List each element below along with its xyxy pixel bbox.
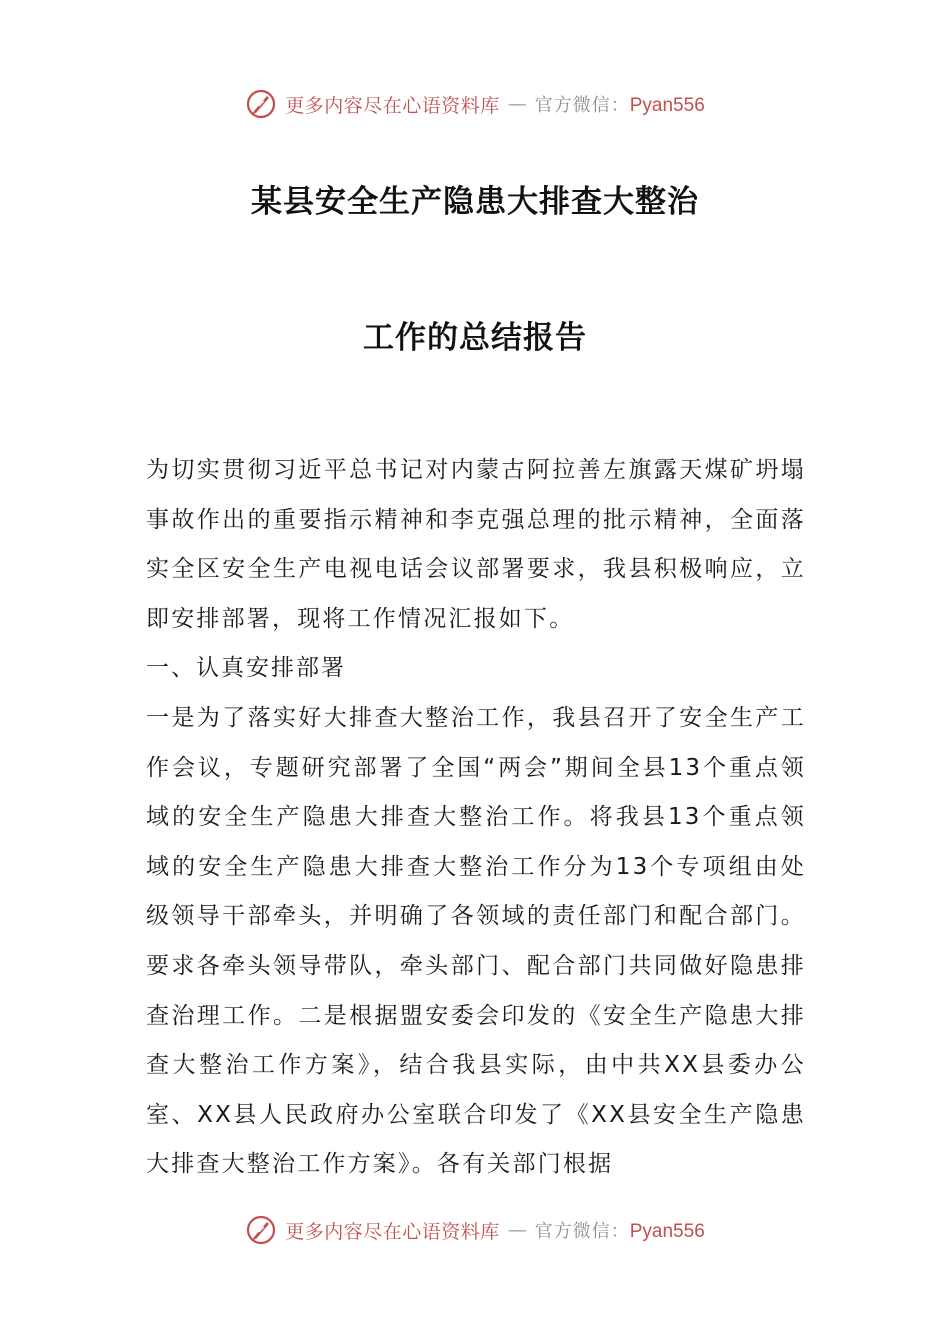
document-title-line-2: 工作的总结报告 [363,320,587,356]
quill-pen-logo-icon [245,1214,277,1246]
document-body [146,446,806,1190]
watermark-contact-id: Pyan556 [629,95,705,116]
watermark-contact [535,1217,705,1243]
paragraph-intro: 为切实贯彻习近平总书记对内蒙古阿拉善左旗露天煤矿坍塌事故作出的重要指示精神和李克强总理的批示精神，全面落实全区安全生产电视电话会议部署要求，我县积极响应，立即安排部署，现将工作情况汇报如下。 [146,457,806,632]
quill-pen-logo-icon [245,88,277,120]
section-heading: 一、认真安排部署 [146,655,346,682]
watermark-brand: 更多内容尽在心语资料库 [285,94,500,117]
watermark-banner-top [0,84,950,124]
watermark-contact-id: Pyan556 [629,1221,705,1242]
watermark-contact-label: 官方微信： [534,1221,630,1242]
watermark-separator: — [507,93,527,115]
watermark-separator: — [507,1219,527,1241]
watermark-brand: 更多内容尽在心语资料库 [285,1220,500,1243]
watermark-banner-bottom [0,1210,950,1250]
document-title-line-1: 某县安全生产隐患大排查大整治 [251,184,699,220]
watermark-contact [535,91,705,117]
watermark-contact-label: 官方微信： [534,95,630,116]
paragraph-section-1: 一是为了落实好大排查大整治工作，我县召开了安全生产工作会议，专题研究部署了全国“两会”期间全县13个重点领域的安全生产隐患大排查大整治工作。将我县13个重点领域的安全生产隐患大排查大整治工作分为13个专项组由处级领导干部牵头，并明确了各领域的责任部门和配合部门。要求各牵头领导带队，牵头部门、配合部门共同做好隐患排查治理工作。二是根据盟安委会印发的《安全生产隐患大排查大整治工作方案》，结合我县实际，由中共XX县委办公室、XX县人民政府办公室联合印发了《XX县安全生产隐患大排查大整治工作方案》。各有关部门根据 [146,704,806,1178]
